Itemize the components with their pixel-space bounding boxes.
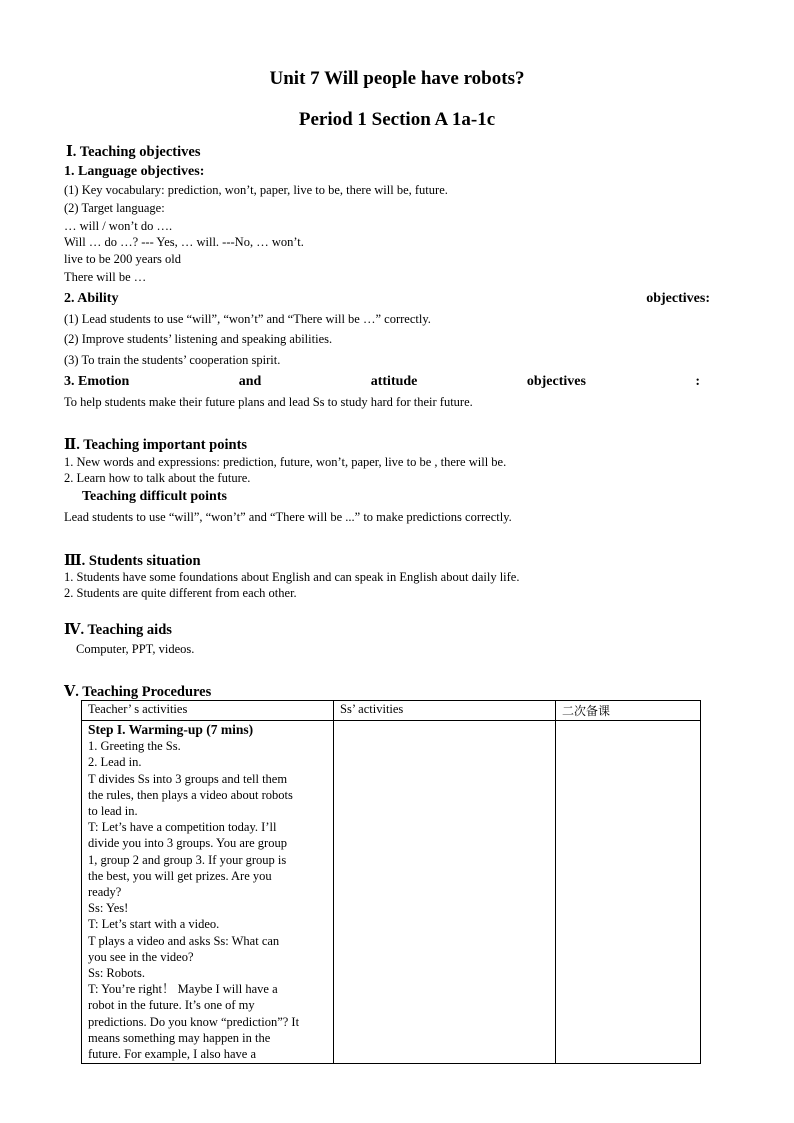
emotion-line: To help students make their future plans and lead Ss to study hard for their future. — [64, 395, 473, 409]
ability-heading-right: objectives: — [646, 291, 710, 306]
teacher-line: predictions. Do you know “prediction”? It — [88, 1014, 300, 1029]
ability-line: (2) Improve students’ listening and speaking abilities. — [64, 332, 333, 346]
lang-line: (2) Target language: — [64, 201, 165, 215]
second-prep-cell — [556, 721, 701, 1064]
teacher-line: the rules, then plays a video about robots — [88, 787, 293, 802]
ability-line: (3) To train the students’ cooperation spirit. — [64, 353, 281, 367]
ability-heading-row — [64, 291, 710, 307]
emotion-word: attitude — [370, 374, 418, 389]
teacher-line: 2. Lead in. — [88, 755, 142, 770]
teacher-line: means something may happen in the — [88, 1030, 271, 1045]
teacher-line: Ss: Yes! — [88, 901, 129, 916]
emotion-heading-row — [64, 374, 700, 390]
teacher-line: the best, you will get prizes. Are you — [88, 868, 272, 883]
teacher-line: T: Let’s have a competition today. I’ll — [88, 820, 277, 835]
teacher-line: 1, group 2 and group 3. If your group is — [88, 852, 287, 867]
teacher-line: T: Let’s start with a video. — [88, 917, 220, 932]
lang-line: Will … do …? --- Yes, … will. ---No, … won’t. — [64, 235, 304, 249]
section-2-heading: Ⅱ. Teaching important points — [64, 437, 248, 453]
section-3-heading: Ⅲ. Students situation — [64, 553, 201, 569]
important-line: 1. New words and expressions: prediction, future, won’t, paper, live to be , there will be. — [64, 455, 507, 469]
teacher-line: future. For example, I also have a — [88, 1047, 256, 1062]
aids-line: Computer, PPT, videos. — [76, 642, 195, 656]
table-row — [82, 721, 701, 1064]
lang-line: There will be … — [64, 270, 147, 284]
language-objectives-heading: 1. Language objectives: — [64, 164, 205, 179]
header-second-prep: 二次备课 — [556, 701, 701, 721]
lang-line: live to be 200 years old — [64, 252, 181, 266]
difficult-points-heading: Teaching difficult points — [82, 489, 227, 504]
emotion-word: 3. Emotion — [64, 374, 130, 389]
emotion-word: objectives — [526, 374, 586, 389]
teacher-line: 1. Greeting the Ss. — [88, 739, 181, 754]
ability-heading-left: 2. Ability — [64, 291, 119, 306]
section-5-heading: Ⅴ. Teaching Procedures — [64, 684, 212, 700]
teacher-line: T plays a video and asks Ss: What can — [88, 933, 280, 948]
table-header-row — [82, 701, 701, 721]
period-title: Period 1 Section A 1a-1c — [298, 109, 496, 130]
step-title: Step I. Warming-up (7 mins) — [88, 722, 254, 737]
unit-title: Unit 7 Will people have robots? — [269, 68, 525, 89]
teacher-line: divide you into 3 groups. You are group — [88, 836, 287, 851]
teacher-line: ready? — [88, 885, 122, 900]
teacher-line: robot in the future. It’s one of my — [88, 998, 255, 1013]
header-ss-activities: Ss’ activities — [334, 701, 556, 721]
teacher-line: to lead in. — [88, 804, 138, 819]
header-teacher-activities: Teacher’ s activities — [82, 701, 334, 721]
teacher-line: T divides Ss into 3 groups and tell them — [88, 771, 288, 786]
situation-line: 2. Students are quite different from each other. — [64, 586, 297, 600]
teacher-line: Ss: Robots. — [88, 966, 145, 981]
important-line: 2. Learn how to talk about the future. — [64, 471, 251, 485]
situation-line: 1. Students have some foundations about English and can speak in English about daily life. — [64, 570, 520, 584]
procedures-table — [81, 700, 701, 1064]
emotion-word: and — [238, 374, 262, 389]
section-4-heading: Ⅳ. Teaching aids — [64, 622, 172, 638]
lang-line: (1) Key vocabulary: prediction, won’t, paper, live to be, there will be, future. — [64, 183, 448, 197]
section-1-heading: Ⅰ. Teaching objectives — [66, 144, 201, 160]
lang-line: … will / won’t do …. — [64, 219, 173, 233]
difficult-line: Lead students to use “will”, “won’t” and “There will be ...” to make predictions correctly. — [64, 510, 512, 524]
ability-line: (1) Lead students to use “will”, “won’t” and “There will be …” correctly. — [64, 312, 431, 326]
teacher-line: T: You’re right！ Maybe I will have a — [88, 982, 278, 997]
teacher-line: you see in the video? — [88, 949, 194, 964]
ss-activities-cell — [334, 721, 556, 1064]
teacher-activities-cell — [82, 721, 334, 1064]
emotion-word: : — [695, 374, 700, 389]
